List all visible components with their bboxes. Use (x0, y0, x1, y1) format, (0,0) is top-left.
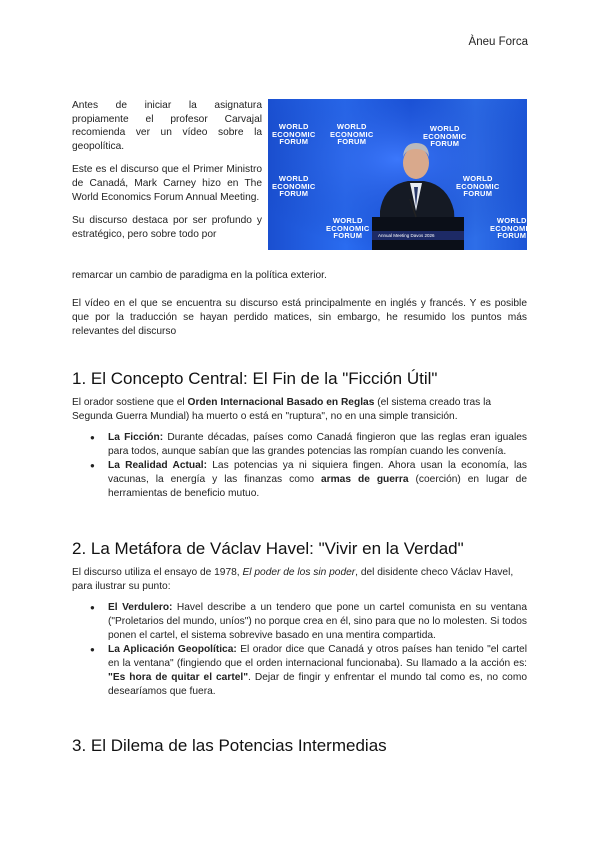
author-name: Àneu Forca (468, 36, 528, 48)
wef-logo: WORLD ECONOMIC FORUM (326, 216, 370, 240)
intro-paragraph-1: Antes de iniciar la asignatura propiamente el profesor Carvajal recomienda ver un vídeo sobre la geopolítica. (72, 100, 262, 152)
intro-paragraph-2: Este es el discurso que el Primer Ministro de Canadá, Mark Carney hizo en The World Economics Forum Annual Meeting. (72, 164, 262, 203)
section-1-paragraph: El orador sostiene que el Orden Internacional Basado en Reglas (el sistema creado tras la Segunda Guerra Mundial) ha muerto o está en "ruptura", no en una simple transición. (72, 397, 491, 422)
list-item: ● La Ficción: Durante décadas, países como Canadá fingieron que las reglas eran iguales para todos, aunque sabían que las grandes potencias las rompían cuando les convenía. (108, 431, 527, 459)
wef-logo: WORLD ECONOMIC FORUM (456, 174, 500, 198)
intro-paragraph-3-end: remarcar un cambio de paradigma en la política exterior. (72, 270, 327, 281)
speaker-photo (268, 99, 534, 250)
wef-logo: WORLD ECONOMIC FORUM (330, 122, 374, 146)
section-2-list (72, 601, 527, 699)
section-1-list (72, 431, 527, 501)
section-1-heading: 1. El Concepto Central: El Fin de la "Ficción Útil" (72, 369, 438, 388)
wef-logo: WORLD ECONOMIC FORUM (272, 122, 316, 146)
section-2-paragraph: El discurso utiliza el ensayo de 1978, El poder de los sin poder, del disidente checo Václav Havel, para ilustrar su punto: (72, 567, 514, 592)
intro-paragraph-3-start: Su discurso destaca por ser profundo y estratégico, pero sobre todo por (72, 215, 262, 240)
intro-text-column (72, 99, 262, 241)
wef-logo: WORLD ECONOMIC FORUM (423, 124, 467, 148)
section-2-heading: 2. La Metáfora de Václav Havel: "Vivir en la Verdad" (72, 539, 464, 558)
intro-paragraph-4: El vídeo en el que se encuentra su discurso está principalmente en inglés y francés. Y es posible que por la traducción se hayan perdido matices, sin embargo, he resumido los puntos más relevantes del discurso (72, 298, 527, 337)
wef-logo: WORLD ECONOMIC FORUM (272, 174, 316, 198)
wef-logo: WORLD ECONOMIC FORUM (490, 216, 534, 240)
list-item: ● La Aplicación Geopolítica: El orador dice que Canadá y otros países han tenido "el cartel en la ventana" (fingiendo que el orden internacional funcionaba). Su llamado a la acción es: "Es hora de quitar el cartel". Dejar de fingir y enfrentar el mundo tal como es, no como desearíamos que fuera. (108, 643, 527, 699)
section-3-heading: 3. El Dilema de las Potencias Intermedias (72, 736, 387, 755)
photo-caption: Annual Meeting Davos 2026 (378, 233, 435, 238)
list-item: ● El Verdulero: Havel describe a un tendero que pone un cartel comunista en su ventana ("Proletarios del mundo, uníos") no porque crea en él, sino para que no lo molesten. Si todos ponen el cartel, el sistema sobrevive basado en una mentira compartida. (108, 601, 527, 643)
list-item: ● La Realidad Actual: Las potencias ya ni siquiera fingen. Ahora usan la economía, las vacunas, la energía y las finanzas como armas de guerra (coerción) en lugar de herramientas de beneficio mutuo. (108, 459, 527, 501)
